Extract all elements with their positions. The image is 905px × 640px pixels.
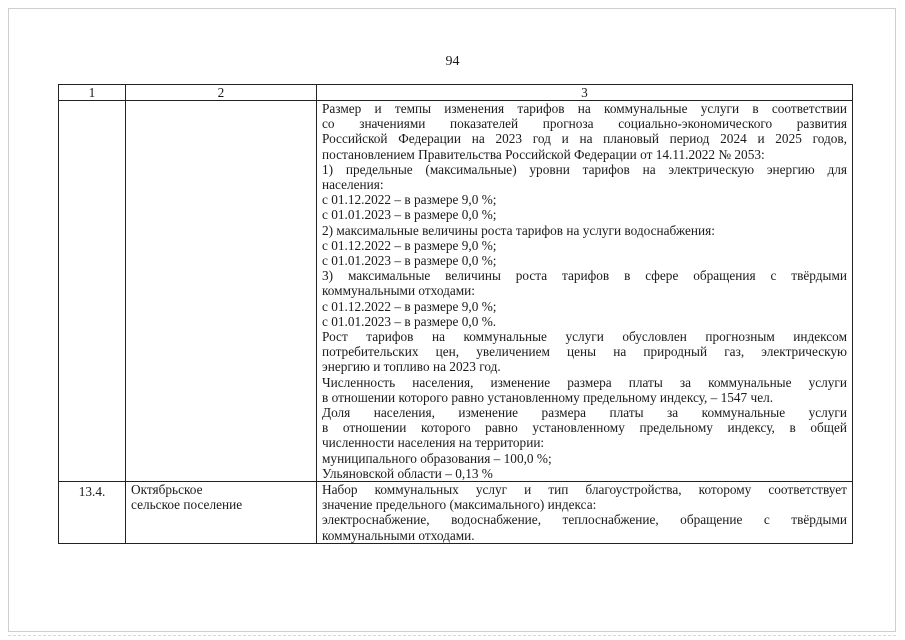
paragraph bbox=[322, 238, 847, 253]
text-line: Численность населения, изменение размера платы за коммунальные услуги bbox=[322, 374, 847, 390]
scan-edge bbox=[8, 635, 896, 637]
text-line: численности населения на территории: bbox=[322, 435, 545, 451]
header-col-3: 3 bbox=[317, 85, 853, 101]
text-line: Российской Федерации на 2023 год и на плановый период 2024 и 2025 годов, bbox=[322, 131, 847, 147]
text-line: постановлением Правительства Российской Федерации от 14.11.2022 № 2053: bbox=[322, 146, 765, 162]
text-line: с 01.01.2023 – в размере 0,0 %. bbox=[322, 313, 497, 329]
text-line: со значениями показателей прогноза социально-экономического развития bbox=[322, 116, 847, 132]
text-line: в отношении которого равно установленному предельному индексу, – 1547 чел. bbox=[322, 389, 774, 405]
text-line: Рост тарифов на коммунальные услуги обусловлен прогнозным индексом bbox=[322, 329, 847, 345]
paragraph bbox=[322, 299, 847, 314]
cell-number bbox=[59, 101, 126, 482]
text-line: электроснабжение, водоснабжение, теплоснабжение, обращение с твёрдыми bbox=[322, 512, 847, 528]
paragraph bbox=[322, 314, 847, 329]
text-line: с 01.12.2022 – в размере 9,0 %; bbox=[322, 298, 497, 314]
text-line: коммунальными отходами. bbox=[322, 527, 475, 543]
text-line: Доля населения, изменение размера платы за коммунальные услуги bbox=[322, 405, 847, 421]
text-line: 2) максимальные величины роста тарифов на услуги водоснабжения: bbox=[322, 222, 715, 238]
text-line: с 01.12.2022 – в размере 9,0 %; bbox=[322, 237, 497, 253]
text-line: потребительских цен, увеличением цены на природный газ, электрическую bbox=[322, 344, 847, 360]
text-line: с 01.01.2023 – в размере 0,0 %; bbox=[322, 207, 497, 223]
text-line: коммунальными отходами: bbox=[322, 283, 475, 299]
paragraph bbox=[322, 162, 847, 192]
page-number: 94 bbox=[445, 54, 460, 69]
text-line: с 01.01.2023 – в размере 0,0 %; bbox=[322, 253, 497, 269]
description-paragraphs bbox=[322, 482, 847, 543]
paragraph bbox=[322, 101, 847, 162]
text-line: Размер и темпы изменения тарифов на коммунальные услуги в соответствии bbox=[322, 101, 847, 116]
paragraph bbox=[322, 466, 847, 481]
paragraph bbox=[322, 375, 847, 405]
header-col-2: 2 bbox=[126, 85, 317, 101]
cell-number: 13.4. bbox=[59, 482, 126, 544]
header-col-1: 1 bbox=[59, 85, 126, 101]
paragraph bbox=[322, 268, 847, 298]
text-line: Набор коммунальных услуг и тип благоустройства, которому соответствует bbox=[322, 482, 847, 498]
paragraph bbox=[322, 207, 847, 222]
table-row-continued bbox=[59, 101, 853, 482]
paragraph bbox=[322, 192, 847, 207]
text-line: значение предельного (максимального) индекса: bbox=[322, 497, 597, 513]
paragraph bbox=[322, 253, 847, 268]
text-line: энергию и топливо на 2023 год. bbox=[322, 359, 501, 375]
paragraph bbox=[322, 482, 847, 512]
cell-description bbox=[317, 101, 853, 482]
settlement-name-line: Октябрьское bbox=[131, 482, 203, 498]
text-line: с 01.12.2022 – в размере 9,0 %; bbox=[322, 192, 497, 208]
paragraph bbox=[322, 405, 847, 451]
table-row-13-4 bbox=[59, 482, 853, 544]
tariff-table bbox=[58, 84, 853, 544]
text-line: Ульяновской области – 0,13 % bbox=[322, 465, 493, 481]
description-paragraphs bbox=[322, 101, 847, 481]
paragraph bbox=[322, 329, 847, 375]
text-line: муниципального образования – 100,0 %; bbox=[322, 450, 552, 466]
text-line: населения: bbox=[322, 177, 384, 193]
text-line: 1) предельные (максимальные) уровни тарифов на электрическую энергию для bbox=[322, 161, 847, 177]
text-line: 3) максимальные величины роста тарифов в сфере обращения с твёрдыми bbox=[322, 268, 847, 284]
table-header-row bbox=[59, 85, 853, 101]
paragraph bbox=[322, 451, 847, 466]
paragraph bbox=[322, 223, 847, 238]
cell-description bbox=[317, 482, 853, 544]
cell-settlement bbox=[126, 482, 317, 544]
settlement-name-line: сельское поселение bbox=[131, 497, 243, 513]
cell-settlement bbox=[126, 101, 317, 482]
text-line: в отношении которого равно установленному предельному индексу, в общей bbox=[322, 420, 847, 436]
paragraph bbox=[322, 512, 847, 542]
